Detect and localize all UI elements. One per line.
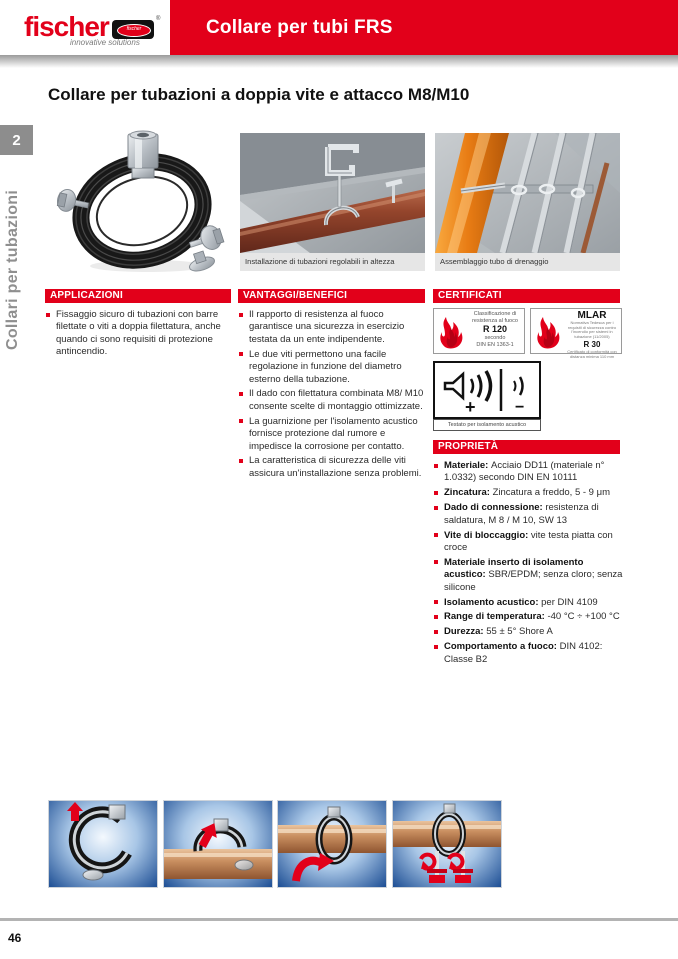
section-heading-benefits: VANTAGGI/BENEFICI: [238, 289, 425, 303]
list-item: [238, 416, 425, 453]
chapter-title-vertical: Collari per tubazioni: [4, 189, 21, 350]
flame-icon: [434, 309, 468, 353]
list-item: [45, 309, 231, 359]
list-item-text: Materiale: Acciaio DD11 (materiale n° 1.0332) secondo DIN EN 10111: [444, 460, 605, 484]
flame-icon: [531, 309, 565, 353]
list-item: [433, 460, 625, 485]
properties-list: [433, 460, 625, 669]
figure-caption: Installazione di tubazioni regolabili in altezza: [240, 253, 425, 271]
fish-logo-icon: fischer: [112, 20, 154, 39]
footer-rule: [0, 918, 678, 921]
svg-text:−: −: [515, 399, 525, 416]
bullet-icon: [434, 645, 438, 649]
applications-list: [45, 309, 231, 361]
section-heading-certificates: CERTIFICATI: [433, 289, 620, 303]
list-item: [433, 487, 625, 499]
header-shadow: [0, 55, 678, 68]
bullet-icon: [434, 506, 438, 510]
acoustic-insulation-badge: [433, 361, 541, 419]
drainage-figure: [435, 133, 620, 271]
fire-rating-badge-mlar: MLAR Normativa Tedesca per i requisiti di sicurezza contro l'incendio per sistemi in tubazione (11/2005) R 30 Certificato di conformità con distanza minima 110 mm: [530, 308, 622, 354]
drainage-photo: [435, 133, 620, 253]
list-item: [433, 530, 625, 555]
registered-mark: ®: [156, 16, 161, 22]
list-item-text: Materiale inserto di isolamento acustico: SBR/EPDM; senza cloro; senza silicone: [444, 556, 623, 593]
bullet-icon: [239, 352, 243, 356]
fire-rating-badge-r120: Classificazione di resistenza al fuoco R 120 secondo DIN EN 1363-1: [433, 308, 525, 354]
product-photo: [52, 126, 234, 276]
list-item-text: Il dado con filettatura combinata M8/ M10 consente scelte di montaggio ottimizzate.: [249, 388, 424, 412]
header-title: Collare per tubi FRS: [206, 16, 393, 38]
fire-rating: R 30: [583, 340, 601, 350]
list-item-text: Comportamento a fuoco: DIN 4102: Classe B2: [444, 641, 603, 665]
badge-title: MLAR: [577, 310, 607, 321]
svg-text:+: +: [465, 397, 476, 417]
bullet-icon: [434, 491, 438, 495]
list-item: [433, 641, 625, 666]
list-item-text: Range di temperatura: -40 °C ÷ +100 °C: [444, 611, 620, 623]
list-item: [238, 309, 425, 346]
bullet-icon: [434, 464, 438, 468]
list-item-text: La caratteristica di sicurezza delle viti assicura un'installazione senza problemi.: [249, 455, 422, 479]
bullet-icon: [239, 419, 243, 423]
section-heading-properties: PROPRIETÀ: [433, 440, 620, 454]
list-item: [433, 611, 625, 623]
acoustic-badge-caption: Testato per isolamento acustico: [433, 419, 541, 431]
list-item: [238, 455, 425, 480]
list-item-text: Il rapporto di resistenza al fuoco garantisce una sicurezza in esercizio testata da un ente indipendente.: [249, 309, 405, 345]
list-item: [238, 349, 425, 386]
install-step-2: [163, 800, 273, 888]
bullet-icon: [434, 630, 438, 634]
bullet-icon: [434, 533, 438, 537]
bullet-icon: [434, 600, 438, 604]
list-item: [433, 597, 625, 609]
list-item-text: Isolamento acustico: per DIN 4109: [444, 596, 598, 608]
install-step-4: [392, 800, 502, 888]
header-bar: [170, 0, 678, 55]
bullet-icon: [434, 560, 438, 564]
list-item-text: Zincatura: Zincatura a freddo, 5 - 9 μm: [444, 487, 610, 499]
badge-fineprint: Normativa Tedesca per i requisiti di sicurezza contro l'incendio per sistemi in tubazione (11/2005): [567, 320, 617, 339]
list-item-text: Fissaggio sicuro di tubazioni con barre filettate o viti a doppia filettatura, anche quando ci sono requisiti di protezione antincendio.: [56, 309, 221, 358]
bullet-icon: [434, 615, 438, 619]
fire-rating: R 120: [482, 324, 508, 334]
bullet-icon: [239, 459, 243, 463]
list-item-text: La guarnizione per l'isolamento acustico fornisce protezione dal rumore e impedisce la corrosione per contatto.: [249, 415, 418, 452]
install-step-3: [277, 800, 387, 888]
benefits-list: [238, 309, 425, 483]
brand-tagline: innovative solutions: [70, 38, 140, 47]
install-step-1: [48, 800, 158, 888]
list-item: [433, 557, 625, 594]
page-number: 46: [8, 931, 22, 945]
list-item-text: Dado di connessione: resistenza di saldatura, M 8 / M 10, SW 13: [444, 502, 599, 526]
bullet-icon: [46, 313, 50, 317]
bullet-icon: [239, 392, 243, 396]
badge-text: Classificazione di: [473, 311, 517, 317]
list-item-text: Vite di bloccaggio: vite testa piatta con croce: [444, 529, 613, 553]
brand-wordmark: fischer: [24, 11, 109, 42]
figure-caption: Assemblaggio tubo di drenaggio: [435, 253, 620, 271]
list-item: [433, 502, 625, 527]
list-item: [238, 388, 425, 413]
list-item: [433, 626, 625, 638]
installation-figure: [240, 133, 425, 271]
list-item-text: Le due viti permettono una facile regolazione in funzione del diametro esterno della tubazione.: [249, 348, 402, 385]
bullet-icon: [239, 313, 243, 317]
installation-photo: [240, 133, 425, 253]
fischer-logo: [0, 0, 170, 55]
list-item-text: Durezza: 55 ± 5° Shore A: [444, 626, 553, 638]
section-heading-applications: APPLICAZIONI: [45, 289, 231, 303]
chapter-number-badge: 2: [0, 125, 33, 155]
page-title: Collare per tubazioni a doppia vite e attacco M8/M10: [48, 85, 470, 104]
speaker-waves-icon: [435, 363, 539, 417]
pipe-collar-illustration: [52, 126, 234, 276]
